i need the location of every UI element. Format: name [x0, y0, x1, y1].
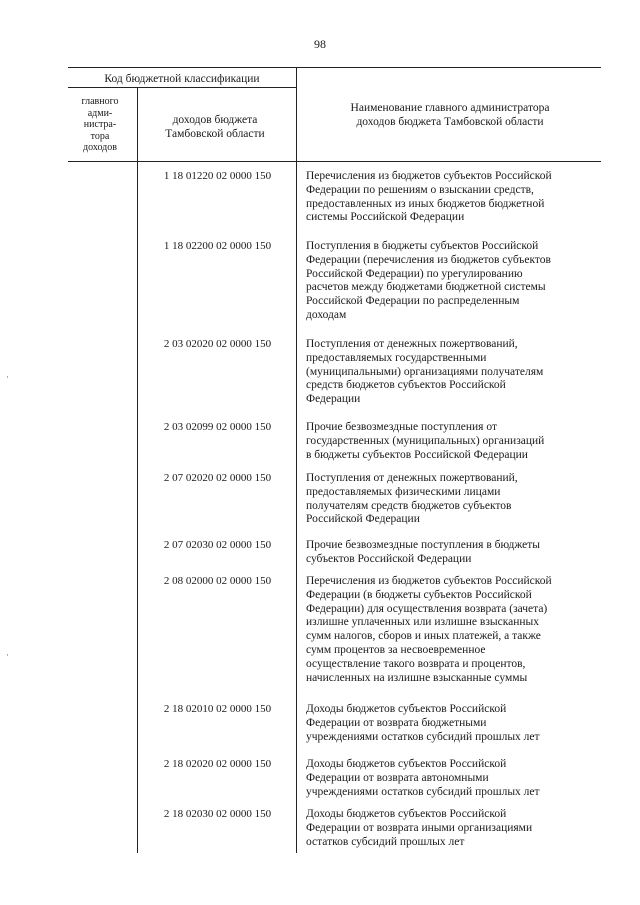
description-line: учреждениями остатков субсидий прошлых лет: [306, 730, 540, 743]
header-name-line: Наименование главного администратора: [350, 102, 550, 114]
description-line: Прочие безвозмездные поступления от: [306, 421, 497, 433]
description-line: Российской Федерации: [306, 513, 420, 526]
description-line: предоставляемых государственными: [306, 351, 487, 364]
description-line: учреждениями остатков субсидий прошлых лет: [306, 785, 540, 798]
revenue-description: [306, 539, 602, 567]
header-admin-column: [66, 96, 134, 154]
revenue-description: [306, 170, 602, 225]
description-line: расчетов между бюджетами бюджетной системы: [306, 281, 546, 294]
revenue-code: 2 03 02099 02 0000 150: [163, 421, 272, 433]
description-line: остатков субсидий прошлых лет: [306, 835, 465, 848]
header-admin-line: главного: [81, 96, 119, 107]
table-top-border: [68, 67, 601, 68]
description-line: начисленных на излишне взысканные суммы: [306, 671, 528, 684]
page-number: 98: [314, 37, 326, 51]
description-line: в бюджеты субъектов Российской Федерации: [306, 448, 528, 461]
description-line: Российской Федерации) по урегулированию: [306, 267, 523, 280]
revenue-description: [306, 758, 602, 799]
margin-mark: ·: [6, 650, 9, 660]
revenue-description: [306, 338, 602, 407]
description-line: получателям средств бюджетов субъектов: [306, 499, 512, 512]
revenue-code: 2 07 02020 02 0000 150: [163, 472, 272, 484]
description-line: сумм налогов, сборов и иных платежей, а также: [306, 630, 541, 643]
description-line: сумм процентов за несвоевременное: [306, 643, 486, 656]
revenue-code: 2 08 02000 02 0000 150: [163, 575, 272, 587]
description-line: осуществление такого возврата и процентов,: [306, 657, 526, 670]
description-line: государственных (муниципальных) организаций: [306, 434, 545, 447]
description-line: системы Российской Федерации: [306, 211, 465, 224]
description-line: средств бюджетов субъектов Российской: [306, 379, 506, 392]
revenue-description: [306, 421, 602, 462]
header-admin-line: адми-: [87, 107, 113, 119]
description-line: излишне уплаченных или излишне взысканных: [306, 616, 540, 629]
description-line: субъектов Российской Федерации: [306, 552, 472, 565]
description-line: Доходы бюджетов субъектов Российской: [306, 703, 507, 715]
admin-column-divider: [137, 87, 138, 853]
description-line: Федерации (перечисления из бюджетов субъектов: [306, 253, 551, 266]
revenue-code: 2 07 02030 02 0000 150: [163, 539, 272, 551]
revenue-description: [306, 575, 602, 685]
header-admin-line: доходов: [83, 142, 117, 154]
name-column-divider: [296, 67, 297, 853]
description-line: Федерации от возврата бюджетными: [306, 716, 487, 729]
header-admin-line: нистра-: [83, 119, 117, 131]
description-line: Поступления от денежных пожертвований,: [306, 472, 518, 484]
revenue-description: [306, 808, 602, 849]
header-group-divider: [68, 87, 296, 88]
description-line: предоставляемых физическими лицами: [306, 485, 501, 498]
revenue-code: 2 18 02020 02 0000 150: [163, 758, 272, 770]
revenue-code: 2 03 02020 02 0000 150: [163, 338, 272, 350]
revenue-code: 1 18 01220 02 0000 150: [163, 170, 272, 182]
description-line: Перечисления из бюджетов субъектов Российской: [306, 170, 552, 182]
description-line: Перечисления из бюджетов субъектов Российской: [306, 575, 552, 587]
description-line: Федерации от возврата иными организациями: [306, 821, 533, 834]
description-line: Прочие безвозмездные поступления в бюджеты: [306, 539, 541, 551]
revenue-code: 1 18 02200 02 0000 150: [163, 240, 272, 252]
header-revenue-line: Тамбовской области: [165, 128, 265, 140]
description-line: Российской Федерации по распределенным: [306, 295, 520, 308]
revenue-description: [306, 703, 602, 744]
description-line: Федерации (в бюджеты субъектов Российской: [306, 588, 532, 601]
header-revenue-line: доходов бюджета: [172, 114, 258, 126]
description-line: Федерации: [306, 393, 361, 406]
description-line: доходам: [306, 308, 347, 321]
description-line: Поступления в бюджеты субъектов Российской: [306, 240, 539, 252]
description-line: Федерации) для осуществления возврата (зачета): [306, 602, 548, 615]
description-line: Доходы бюджетов субъектов Российской: [306, 808, 507, 820]
description-line: Федерации по решениям о взыскании средств,: [306, 183, 534, 196]
header-bottom-border: [68, 161, 601, 162]
description-line: (муниципальными) организациями получателям: [306, 365, 544, 378]
revenue-code: 2 18 02030 02 0000 150: [163, 808, 272, 820]
header-revenue-column: [140, 113, 290, 141]
description-line: предоставленных из иных бюджетов бюджетной: [306, 197, 545, 210]
description-line: Федерации от возврата автономными: [306, 771, 489, 784]
description-line: Доходы бюджетов субъектов Российской: [306, 758, 507, 770]
revenue-description: [306, 240, 602, 323]
header-name-line: доходов бюджета Тамбовской области: [356, 116, 544, 128]
margin-mark: ·: [6, 372, 9, 382]
description-line: Поступления от денежных пожертвований,: [306, 338, 518, 350]
header-name-column: [300, 101, 600, 129]
header-admin-line: тора: [90, 130, 110, 142]
revenue-code: 2 18 02010 02 0000 150: [163, 703, 272, 715]
revenue-description: [306, 472, 602, 527]
header-budget-classification-code: Код бюджетной классификации: [104, 73, 260, 85]
